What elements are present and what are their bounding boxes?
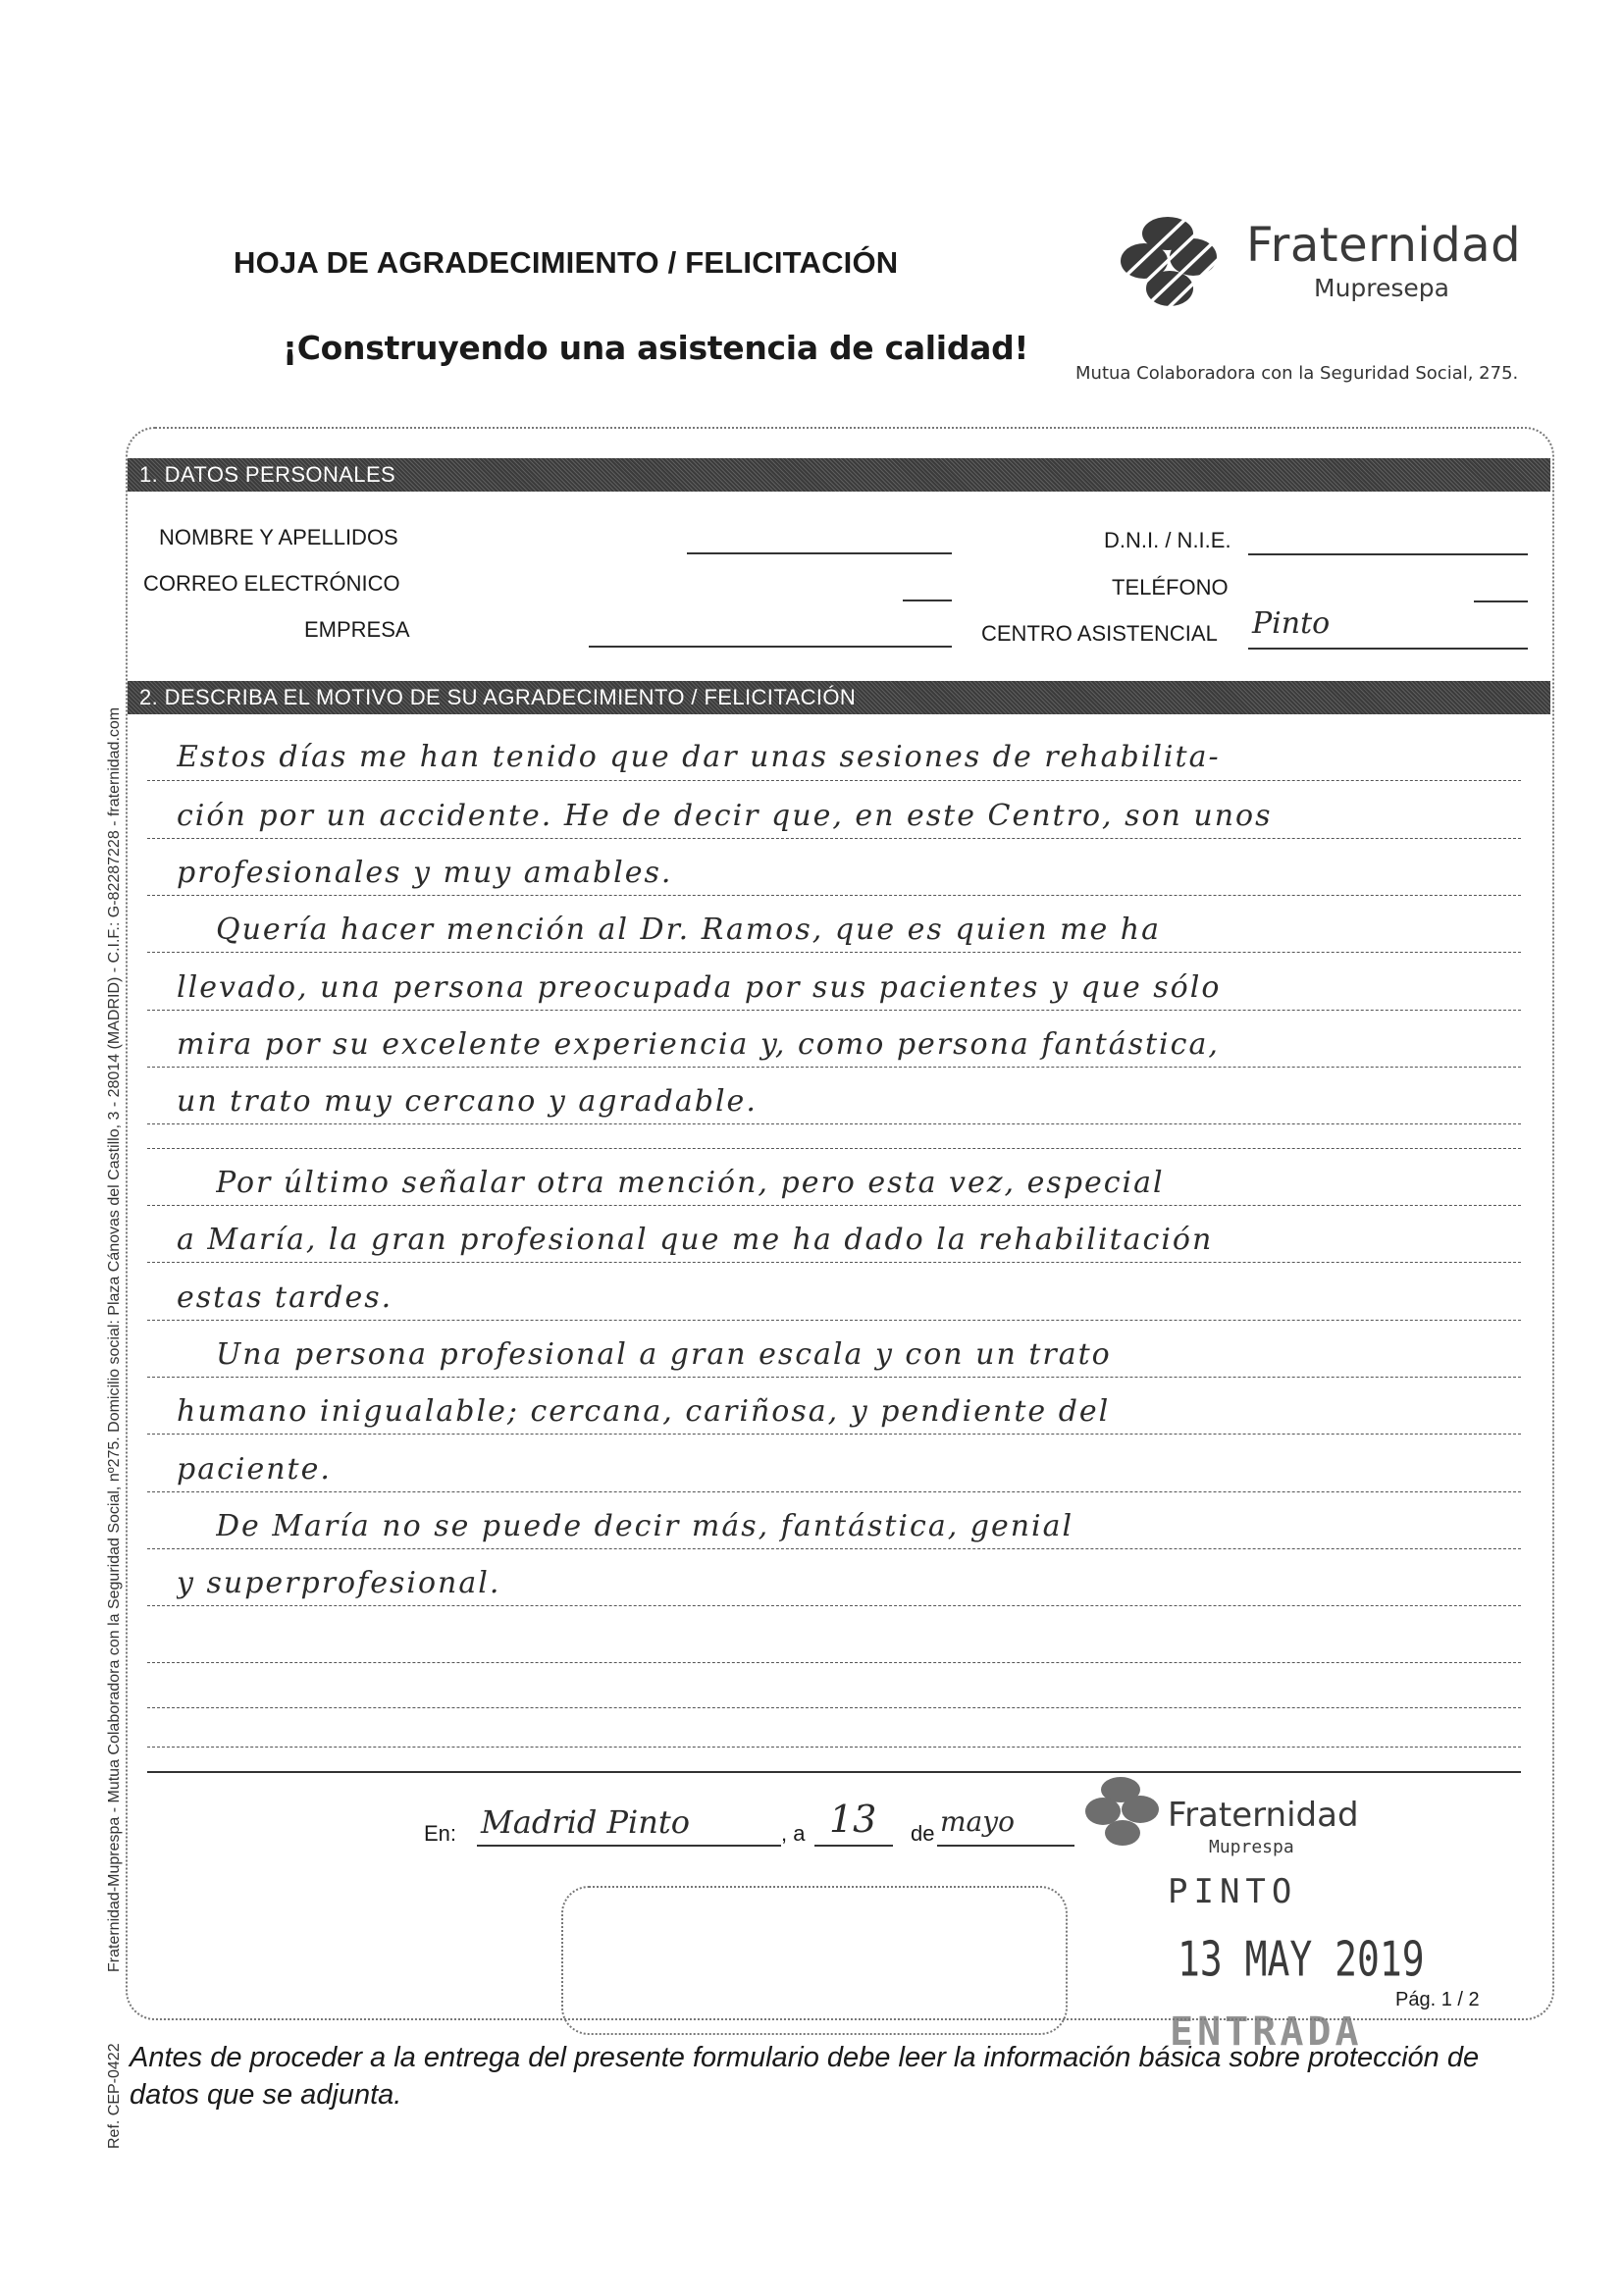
text-rule: [147, 1148, 1521, 1149]
text-rule: [147, 1377, 1521, 1378]
empresa-field[interactable]: [589, 646, 952, 648]
motive-line: paciente.: [177, 1452, 332, 1487]
text-rule: [147, 895, 1521, 896]
form-title: HOJA DE AGRADECIMIENTO / FELICITACIÓN: [234, 245, 899, 280]
centro-label: CENTRO ASISTENCIAL: [981, 621, 1218, 646]
month-value: mayo: [940, 1805, 1015, 1838]
place-field[interactable]: [477, 1845, 781, 1847]
month-field[interactable]: [937, 1845, 1074, 1847]
text-rule: [147, 1010, 1521, 1011]
correo-field[interactable]: [903, 600, 952, 601]
a-label: , a: [781, 1821, 806, 1846]
side-legal-text: Fraternidad-Muprespa - Mutua Colaboradora con la Seguridad Social, nº275. Domicilio social: Plaza Cánovas del Castillo, 3 - 28014 (MADRID) - C.I.F.: G-82287228 - fraternidad.com: [106, 706, 123, 1972]
text-rule: [147, 1605, 1521, 1606]
centro-field[interactable]: [1248, 648, 1528, 650]
stamp-date: 13 MAY 2019: [1178, 1931, 1425, 1988]
form-reference: Ref. CEP-0422: [106, 2043, 123, 2149]
stamp-logo-sub: Muprespa: [1209, 1837, 1294, 1857]
section-motivo: 2. DESCRIBA EL MOTIVO DE SU AGRADECIMIENTO / FELICITACIÓN: [128, 681, 1550, 714]
motive-line: a María, la gran profesional que me ha dado la rehabilitación: [177, 1223, 1214, 1257]
logo-sub: Mupresepa: [1314, 274, 1449, 302]
motive-line: humano inigualable; cercana, cariñosa, y pendiente del: [177, 1394, 1111, 1429]
text-rule: [147, 1662, 1521, 1663]
text-rule: [147, 1771, 1521, 1773]
text-rule: [147, 1320, 1521, 1321]
correo-label: CORREO ELECTRÓNICO: [143, 571, 400, 596]
stamp-place: PINTO: [1168, 1872, 1298, 1911]
empresa-label: EMPRESA: [304, 617, 410, 642]
motive-line: Por último señalar otra mención, pero esta vez, especial: [216, 1166, 1165, 1200]
nombre-label: NOMBRE Y APELLIDOS: [159, 525, 398, 549]
stamp-entry: ENTRADA: [1170, 2009, 1363, 2055]
text-rule: [147, 1747, 1521, 1748]
mutua-caption: Mutua Colaboradora con la Seguridad Social, 275.: [1075, 363, 1519, 384]
centro-value: Pinto: [1252, 606, 1331, 641]
text-rule: [147, 780, 1521, 781]
motive-line: llevado, una persona preocupada por sus pacientes y que sólo: [177, 970, 1222, 1005]
motive-line: y superprofesional.: [177, 1566, 501, 1600]
dni-field[interactable]: [1248, 553, 1528, 555]
text-rule: [147, 838, 1521, 839]
text-rule: [147, 1067, 1521, 1068]
motive-line: ción por un accidente. He de decir que, en este Centro, son unos: [177, 799, 1273, 833]
telefono-label: TELÉFONO: [1112, 575, 1229, 600]
data-protection-notice: Antes de proceder a la entrega del presente formulario debe leer la información básica sobre protección de datos que se adjunta.: [130, 2042, 1480, 2111]
motive-line: De María no se puede decir más, fantástica, genial: [216, 1509, 1074, 1543]
day-value: 13: [829, 1798, 877, 1841]
de-label: de: [911, 1821, 935, 1846]
text-rule: [147, 1548, 1521, 1549]
motive-line: profesionales y muy amables.: [177, 856, 673, 890]
text-rule: [147, 1123, 1521, 1124]
signature-box[interactable]: [561, 1886, 1068, 2035]
text-rule: [147, 1434, 1521, 1435]
stamp-logo-name: Fraternidad: [1168, 1796, 1359, 1835]
logo-name: Fraternidad: [1246, 218, 1522, 273]
dni-label: D.N.I. / N.I.E.: [1104, 528, 1231, 552]
motive-line: mira por su excelente experiencia y, como persona fantástica,: [177, 1027, 1220, 1062]
text-rule: [147, 1262, 1521, 1263]
page-number: Pág. 1 / 2: [1395, 1989, 1480, 2010]
motive-line: Estos días me han tenido que dar unas sesiones de rehabilita-: [177, 740, 1221, 774]
motive-line: Quería hacer mención al Dr. Ramos, que es quien me ha: [216, 913, 1162, 947]
text-rule: [147, 1205, 1521, 1206]
telefono-field[interactable]: [1474, 600, 1528, 602]
motive-line: Una persona profesional a gran escala y con un trato: [216, 1337, 1112, 1372]
form-subtitle: ¡Construyendo una asistencia de calidad!: [283, 329, 1029, 367]
text-rule: [147, 1707, 1521, 1708]
text-rule: [147, 1491, 1521, 1492]
day-field[interactable]: [814, 1845, 893, 1847]
motive-line: estas tardes.: [177, 1280, 393, 1315]
en-label: En:: [424, 1821, 457, 1846]
text-rule: [147, 952, 1521, 953]
place-value: Madrid Pinto: [481, 1803, 691, 1841]
nombre-field[interactable]: [687, 552, 952, 554]
motive-line: un trato muy cercano y agradable.: [177, 1084, 758, 1119]
section-datos-personales: 1. DATOS PERSONALES: [128, 458, 1550, 492]
